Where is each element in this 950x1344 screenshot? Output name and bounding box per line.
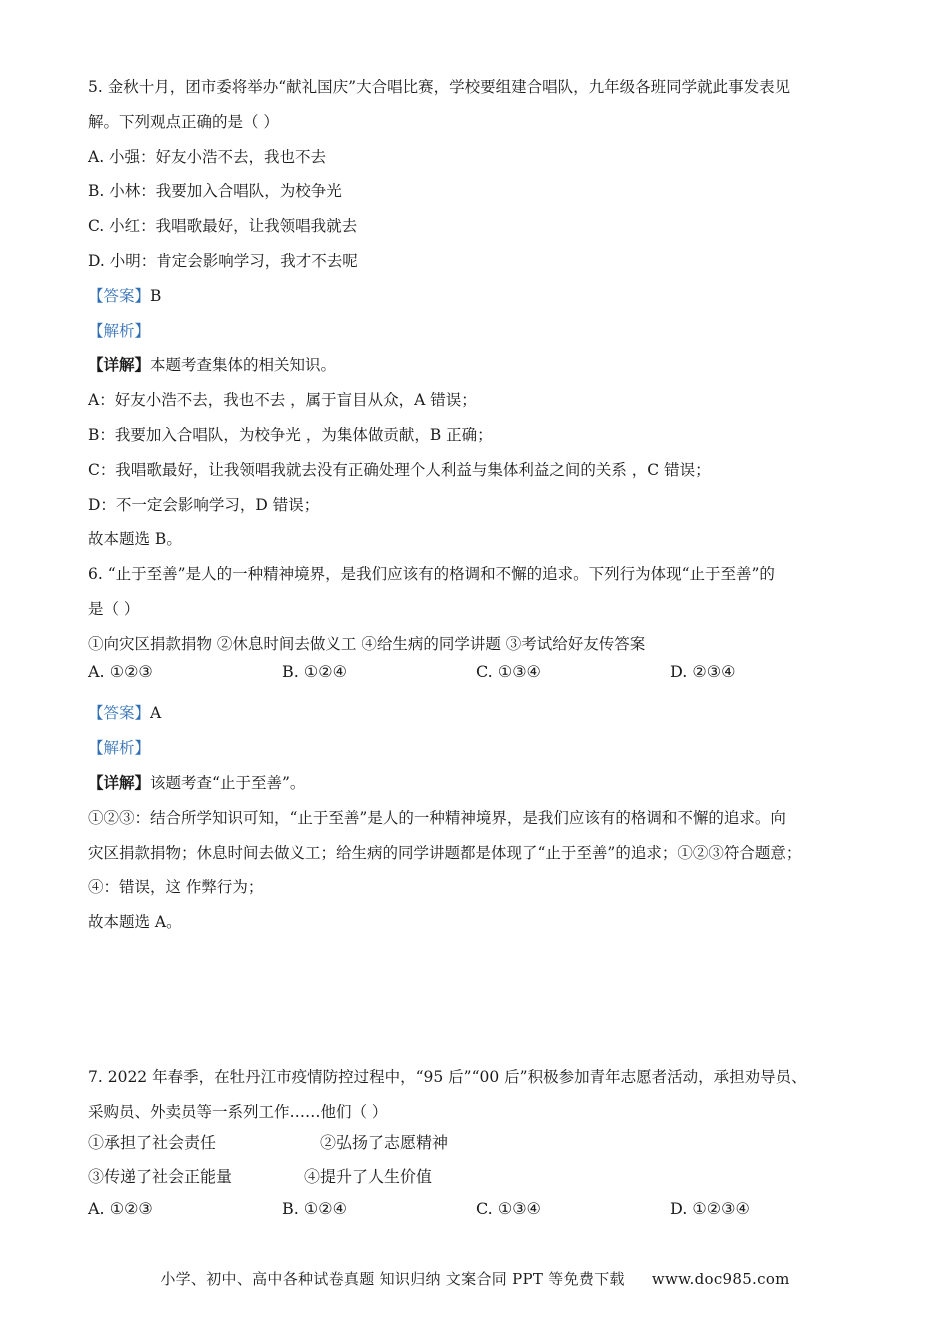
answer-value: A <box>150 704 162 723</box>
q6-stem-line1: 6. “止于至善”是人的一种精神境界，是我们应该有的格调和不懈的追求。下列行为体现“止于至善”的 <box>88 565 775 584</box>
q6-answer <box>88 696 868 731</box>
q5-stem-line1: 5. 金秋十月，团市委将举办“献礼国庆”大合唱比赛，学校要组建合唱队，九年级各班同学就此事发表见 <box>88 78 791 96</box>
q5-conclusion: 故本题选 B。 <box>88 530 182 549</box>
q6-items: ①向灾区捐款捐物 ②休息时间去做义工 ④给生病的同学讲题 ③考试给好友传答案 <box>88 634 646 653</box>
q6-conclusion: 故本题选 A。 <box>88 913 182 932</box>
q5-explanation-a: A：好友小浩不去，我也不去 ，属于盲目从众，A 错误； <box>88 391 477 410</box>
q7-items-row2 <box>88 1164 868 1199</box>
q6-explanation-1: ①②③：结合所学知识可知，“止于至善”是人的一种精神境界，是我们应该有的格调和不懈的追求。向 <box>88 808 786 827</box>
answer-tag: 【答案】 <box>88 704 151 723</box>
q6-explanation-2: 灾区捐款捐物；休息时间去做义工；给生病的同学讲题都是体现了“止于至善”的追求；①②③符合题意； <box>88 843 802 862</box>
q6-analysis <box>88 731 868 766</box>
q7-stem-line2: 采购员、外卖员等一系列工作……他们（ ） <box>88 1102 388 1121</box>
q7-item-2: ②弘扬了志愿精神 <box>320 1132 449 1152</box>
q7-stem-line1: 7. 2022 年春季，在牡丹江市疫情防控过程中，“95 后”“00 后”积极参加青年志愿者活动，承担劝导员、 <box>88 1067 807 1086</box>
q5-answer <box>88 279 868 314</box>
q6-options <box>88 662 868 697</box>
q5-option-b: B. 小林：我要加入合唱队，为校争光 <box>88 182 342 201</box>
q6-option-d: D. ②③④ <box>670 661 736 681</box>
q6-option-b: B. ①②④ <box>282 661 347 681</box>
analysis-tag: 【解析】 <box>88 321 151 340</box>
detail-text: 本题考查集体的相关知识。 <box>150 356 337 375</box>
q6-option-a: A. ①②③ <box>88 661 153 681</box>
q5-explanation-b: B：我要加入合唱队，为校争光 ，为集体做贡献，B 正确； <box>88 425 493 444</box>
q7-item-4: ④提升了人生价值 <box>304 1167 433 1187</box>
spacer <box>88 940 868 1060</box>
q5-option-c: C. 小红：我唱歌最好，让我领唱我就去 <box>88 217 358 236</box>
q5-detail <box>88 348 868 383</box>
q6-stem-line2: 是（ ） <box>88 599 140 618</box>
q7-option-c: C. ①③④ <box>476 1199 541 1219</box>
document-body <box>88 70 868 1234</box>
q7-item-3: ③传递了社会正能量 <box>88 1167 233 1187</box>
q7-option-d: D. ①②③④ <box>670 1199 750 1219</box>
q6-option-c: C. ①③④ <box>476 661 541 681</box>
q6-detail <box>88 766 868 801</box>
answer-tag: 【答案】 <box>88 286 151 305</box>
q5-option-a: A. 小强：好友小浩不去，我也不去 <box>88 147 327 166</box>
analysis-tag: 【解析】 <box>88 739 151 758</box>
q5-option-d: D. 小明：肯定会影响学习，我才不去呢 <box>88 251 358 270</box>
detail-text: 该题考查“止于至善”。 <box>150 773 306 792</box>
footer-site-link[interactable]: www.doc985.com <box>651 1270 790 1288</box>
detail-tag: 【详解】 <box>88 355 151 375</box>
footer-text: 小学、初中、高中各种试卷真题 知识归纳 文案合同 PPT 等免费下载 <box>160 1270 625 1288</box>
answer-value: B <box>150 286 162 305</box>
page-footer <box>0 1268 950 1289</box>
q7-items-row1 <box>88 1130 868 1165</box>
q5-explanation-d: D：不一定会影响学习，D 错误； <box>88 495 320 514</box>
q7-option-a: A. ①②③ <box>88 1199 153 1219</box>
q5-stem-line2: 解。下列观点正确的是（ ） <box>88 112 279 131</box>
q7-options <box>88 1199 868 1234</box>
q5-explanation-c: C：我唱歌最好，让我领唱我就去没有正确处理个人利益与集体利益之间的关系 ，C 错误； <box>88 460 711 479</box>
q6-explanation-3: ④：错误，这 作弊行为； <box>88 878 264 897</box>
q7-item-1: ①承担了社会责任 <box>88 1132 217 1152</box>
q5-analysis <box>88 314 868 349</box>
q7-option-b: B. ①②④ <box>282 1199 347 1219</box>
detail-tag: 【详解】 <box>88 772 151 792</box>
